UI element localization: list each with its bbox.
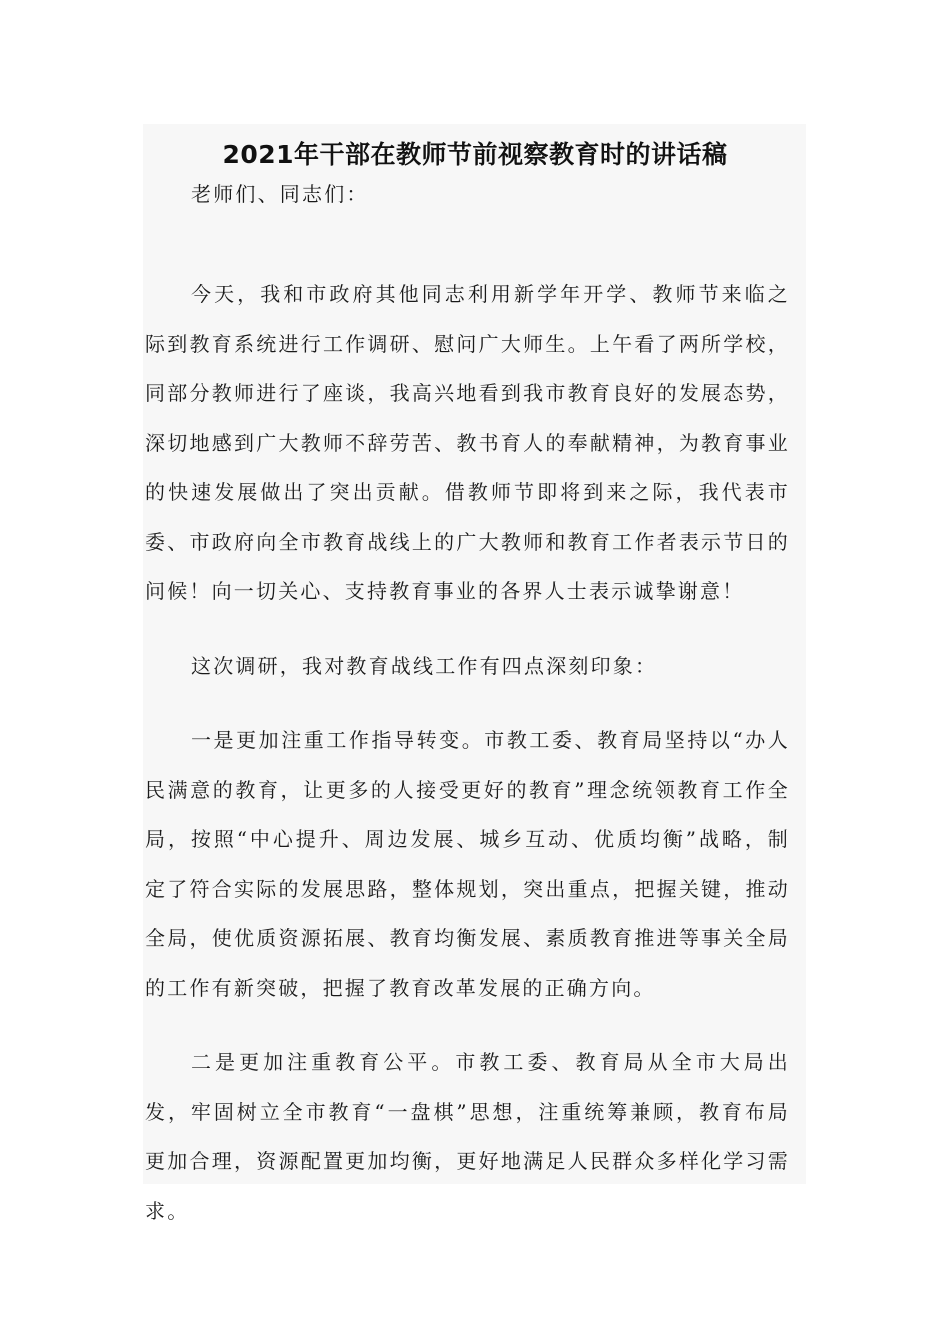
document-title: 2021年干部在教师节前视察教育时的讲话稿	[222, 140, 728, 169]
paragraph-intro: 今天，我和市政府其他同志利用新学年开学、教师节来临之际到教育系统进行工作调研、慰问广大师生。上午看了两所学校，同部分教师进行了座谈，我高兴地看到我市教育良好的发展态势，深切地感到广大教师不辞劳苦、教书育人的奉献精神，为教育事业的快速发展做出了突出贡献。借教师节即将到来之际，我代表市委、市政府向全市教育战线上的广大教师和教育工作者表示节日的问候！向一切关心、支持教育事业的各界人士表示诚挚谢意！	[145, 282, 790, 603]
paragraph-point-one: 一是更加注重工作指导转变。市教工委、教育局坚持以“办人民满意的教育，让更多的人接受更好的教育”理念统领教育工作全局，按照“中心提升、周边发展、城乡互动、优质均衡”战略，制定了符合实际的发展思路，整体规划，突出重点，把握关键，推动全局，使优质资源拓展、教育均衡发展、素质教育推进等事关全局的工作有新突破，把握了教育改革发展的正确方向。	[145, 728, 790, 1000]
paragraph-point-two: 二是更加注重教育公平。市教工委、教育局从全市大局出发，牢固树立全市教育“一盘棋”思想，注重统筹兼顾，教育布局更加合理，资源配置更加均衡，更好地满足人民群众多样化学习需求。	[145, 1050, 790, 1223]
paragraph-impressions: 这次调研，我对教育战线工作有四点深刻印象：	[191, 654, 658, 678]
greeting: 老师们、同志们：	[191, 182, 369, 206]
